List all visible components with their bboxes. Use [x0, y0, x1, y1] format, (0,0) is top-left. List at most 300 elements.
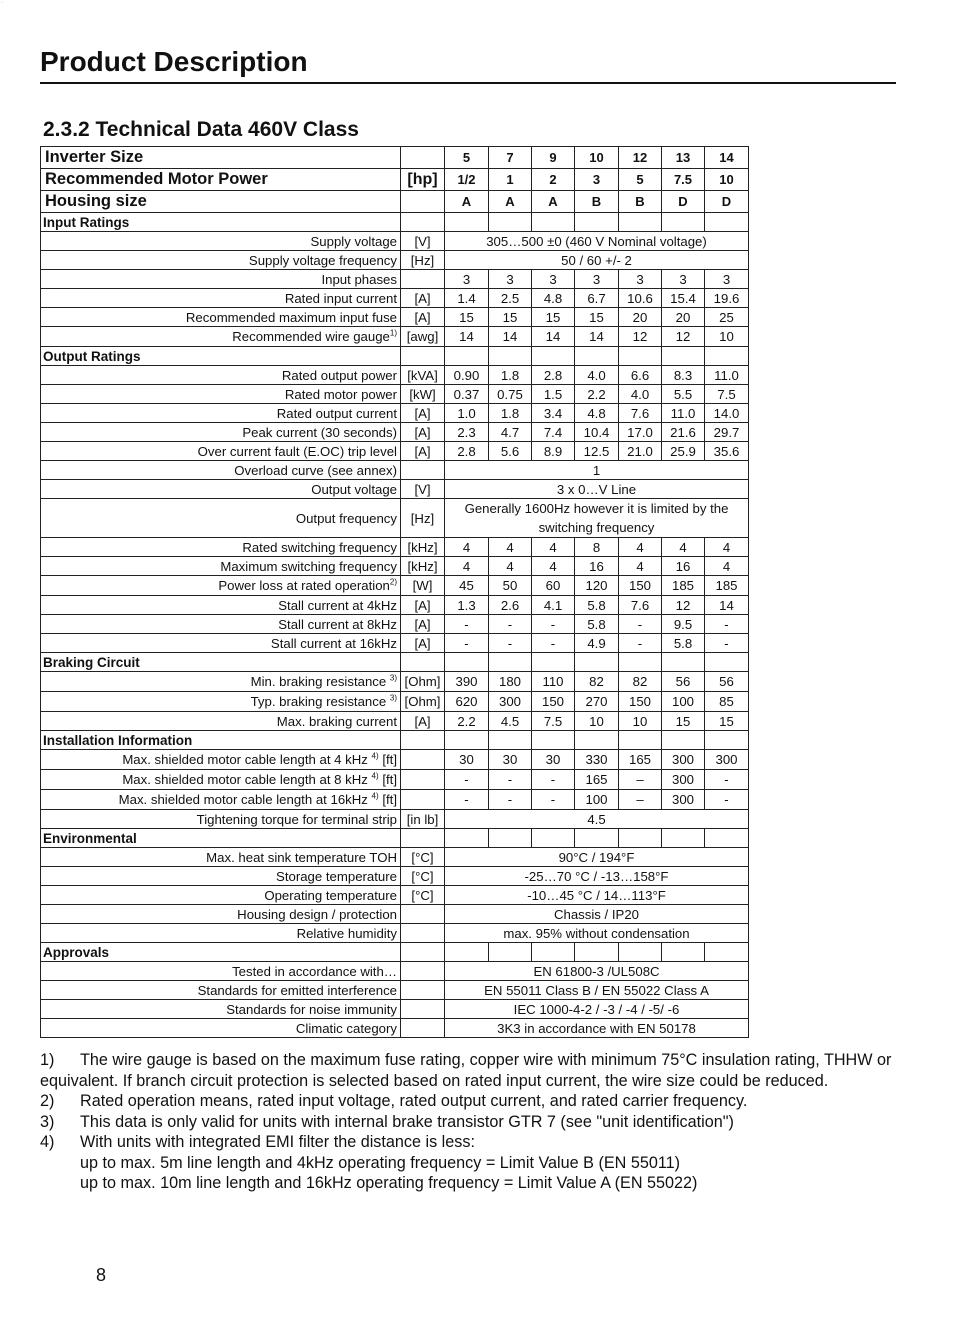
output-row-1-label [41, 385, 401, 404]
environmental-row-1-label [41, 867, 401, 886]
section-cell-empty [532, 347, 575, 366]
corner-mark: · [1, 0, 3, 6]
installation-row-0-value: 300 [705, 750, 749, 770]
output-row-1-value: 5.5 [662, 385, 705, 404]
braking-row-1-value: 100 [662, 692, 705, 712]
braking-row-1-value: 270 [575, 692, 619, 712]
braking-row-0-value: 82 [619, 672, 662, 692]
header-row-1-value: 2 [532, 169, 575, 191]
output-row-8-value: 4 [705, 538, 749, 557]
approvals-row-0-value: EN 61800-3 /UL508C [445, 962, 749, 981]
output-row-1-value: 4.0 [619, 385, 662, 404]
output-row-9-value: 4 [445, 557, 489, 576]
output-row-4-value: 25.9 [662, 442, 705, 461]
input-row-1-label-text: Supply voltage frequency [248, 252, 397, 268]
table-row [41, 886, 749, 905]
section-cell-empty [619, 943, 662, 962]
braking-row-0-unit: [Ohm] [401, 672, 445, 692]
output-row-8-value: 4 [489, 538, 532, 557]
input-row-1-value: 50 / 60 +/- 2 [445, 251, 749, 270]
input-row-5-value: 14 [575, 327, 619, 347]
output-row-7-value: Generally 1600Hz however it is limited by the switching frequency [445, 499, 749, 538]
installation-row-2-label [41, 790, 401, 810]
section-heading-environmental: Environmental [41, 829, 401, 848]
table-row [41, 169, 749, 191]
section-unit-empty [401, 829, 445, 848]
section-row-output [41, 347, 749, 366]
input-row-5-value: 10 [705, 327, 749, 347]
footnote-3-number: 3) [40, 1112, 55, 1131]
footnote-3-body: This data is only valid for units with internal brake transistor GTR 7 (see "unit identification") [80, 1112, 734, 1131]
braking-row-2-value: 15 [662, 712, 705, 731]
header-row-2-value: A [445, 191, 489, 213]
braking-row-1-label [41, 692, 401, 712]
header-row-0-value: 7 [489, 147, 532, 169]
output-row-1-value: 2.2 [575, 385, 619, 404]
section-cell-empty [489, 653, 532, 672]
output-row-3-value: 29.7 [705, 423, 749, 442]
braking-row-1-value: 300 [489, 692, 532, 712]
output-row-10-unit: [W] [401, 576, 445, 596]
section-cell-empty [489, 943, 532, 962]
output-row-13-unit: [A] [401, 634, 445, 653]
table-row [41, 251, 749, 270]
output-row-12-label-text: Stall current at 8kHz [278, 616, 397, 632]
table-row [41, 385, 749, 404]
output-row-12-value: - [619, 615, 662, 634]
braking-row-1-label-text: Typ. braking resistance [250, 694, 390, 709]
braking-row-2-value: 7.5 [532, 712, 575, 731]
output-row-9-value: 16 [662, 557, 705, 576]
table-row [41, 924, 749, 943]
input-row-2-label [41, 270, 401, 289]
section-heading-output: Output Ratings [41, 347, 401, 366]
section-cell-empty [705, 347, 749, 366]
output-row-3-value: 10.4 [575, 423, 619, 442]
section-cell-empty [445, 213, 489, 232]
section-cell-empty [619, 213, 662, 232]
input-row-2-unit [401, 270, 445, 289]
header-row-0-unit [401, 147, 445, 169]
installation-row-1-unit [401, 770, 445, 790]
input-row-1-label [41, 251, 401, 270]
header-row-1-value: 10 [705, 169, 749, 191]
approvals-row-1-unit [401, 981, 445, 1000]
table-row [41, 770, 749, 790]
page-title: Product Description [40, 46, 308, 77]
table-row [41, 289, 749, 308]
output-row-2-value: 1.8 [489, 404, 532, 423]
section-cell-empty [662, 347, 705, 366]
installation-row-0-value: 300 [662, 750, 705, 770]
output-row-11-unit: [A] [401, 596, 445, 615]
braking-row-2-value: 10 [619, 712, 662, 731]
input-row-2-value: 3 [575, 270, 619, 289]
section-cell-empty [662, 943, 705, 962]
header-row-1-unit: [hp] [401, 169, 445, 191]
section-unit-empty [401, 347, 445, 366]
braking-row-0-label-text: Min. braking resistance [250, 674, 390, 689]
output-row-4-value: 8.9 [532, 442, 575, 461]
header-row-0-label-text: Inverter Size [45, 148, 144, 166]
output-row-4-value: 21.0 [619, 442, 662, 461]
input-row-4-value: 20 [619, 308, 662, 327]
section-row-input [41, 213, 749, 232]
output-row-13-value: 5.8 [662, 634, 705, 653]
output-row-12-value: 9.5 [662, 615, 705, 634]
section-cell-empty [445, 347, 489, 366]
installation-row-0-value: 165 [619, 750, 662, 770]
section-cell-empty [532, 731, 575, 750]
installation-row-2-label-text: Max. shielded motor cable length at 16kHz [118, 792, 372, 807]
input-row-0-value: 305…500 ±0 (460 V Nominal voltage) [445, 232, 749, 251]
output-row-8-value: 4 [662, 538, 705, 557]
input-row-2-value: 3 [445, 270, 489, 289]
installation-row-0-unit [401, 750, 445, 770]
table-row [41, 308, 749, 327]
input-row-3-value: 10.6 [619, 289, 662, 308]
input-row-2-value: 3 [705, 270, 749, 289]
environmental-row-1-label-text: Storage temperature [276, 868, 397, 884]
installation-row-3-value: 4.5 [445, 810, 749, 829]
output-row-4-label-text: Over current fault (E.OC) trip level [197, 443, 397, 459]
input-row-3-label-text: Rated input current [284, 290, 397, 306]
output-row-11-value: 14 [705, 596, 749, 615]
table-row [41, 366, 749, 385]
section-cell-empty [532, 213, 575, 232]
output-row-2-label-text: Rated output current [276, 405, 397, 421]
installation-row-1-footnote-ref: 4) [371, 771, 379, 781]
braking-row-2-value: 15 [705, 712, 749, 731]
section-cell-empty [445, 731, 489, 750]
table-row [41, 147, 749, 169]
output-row-13-value: - [489, 634, 532, 653]
output-row-3-unit: [A] [401, 423, 445, 442]
approvals-row-0-label [41, 962, 401, 981]
output-row-5-unit [401, 461, 445, 480]
output-row-0-unit: [kVA] [401, 366, 445, 385]
output-row-1-value: 7.5 [705, 385, 749, 404]
input-row-3-unit: [A] [401, 289, 445, 308]
output-row-7-unit: [Hz] [401, 499, 445, 538]
environmental-row-2-unit: [°C] [401, 886, 445, 905]
header-row-1-label [41, 169, 401, 191]
output-row-6-label-text: Output voltage [311, 481, 397, 497]
input-row-2-value: 3 [619, 270, 662, 289]
output-row-0-value: 6.6 [619, 366, 662, 385]
braking-row-2-value: 2.2 [445, 712, 489, 731]
output-row-13-value: - [445, 634, 489, 653]
braking-row-2-value: 10 [575, 712, 619, 731]
output-row-4-unit: [A] [401, 442, 445, 461]
output-row-0-value: 4.0 [575, 366, 619, 385]
table-row [41, 672, 749, 692]
header-row-0-value: 9 [532, 147, 575, 169]
section-cell-empty [445, 653, 489, 672]
input-row-5-value: 12 [662, 327, 705, 347]
header-row-2-value: A [532, 191, 575, 213]
environmental-row-0-value: 90°C / 194°F [445, 848, 749, 867]
input-row-3-value: 4.8 [532, 289, 575, 308]
footnote-4-line-2: up to max. 10m line length and 16kHz operating frequency = Limit Value A (EN 55022) [80, 1174, 698, 1192]
header-row-0-value: 14 [705, 147, 749, 169]
braking-row-0-value: 180 [489, 672, 532, 692]
installation-row-2-value: - [532, 790, 575, 810]
installation-row-2-value: - [489, 790, 532, 810]
output-row-10-value: 45 [445, 576, 489, 596]
braking-row-0-value: 56 [662, 672, 705, 692]
header-row-1-value: 1 [489, 169, 532, 191]
section-row-environmental [41, 829, 749, 848]
output-row-1-label-text: Rated motor power [284, 386, 397, 402]
table-row [41, 1000, 749, 1019]
braking-row-0-label [41, 672, 401, 692]
output-row-9-value: 16 [575, 557, 619, 576]
table-row [41, 327, 749, 347]
input-row-3-value: 6.7 [575, 289, 619, 308]
footnotes [40, 1050, 900, 1194]
installation-row-1-value: - [445, 770, 489, 790]
table-row [41, 750, 749, 770]
output-row-10-value: 185 [662, 576, 705, 596]
section-cell-empty [445, 943, 489, 962]
output-row-0-label [41, 366, 401, 385]
approvals-row-2-value: IEC 1000-4-2 / -3 / -4 / -5/ -6 [445, 1000, 749, 1019]
approvals-row-3-value: 3K3 in accordance with EN 50178 [445, 1019, 749, 1038]
output-row-3-value: 4.7 [489, 423, 532, 442]
section-cell-empty [619, 829, 662, 848]
output-row-9-value: 4 [532, 557, 575, 576]
header-row-2-value: A [489, 191, 532, 213]
header-row-0-label [41, 147, 401, 169]
output-row-6-unit: [V] [401, 480, 445, 499]
table-row [41, 596, 749, 615]
input-row-0-label-text: Supply voltage [310, 233, 397, 249]
table-row [41, 270, 749, 289]
output-row-12-unit: [A] [401, 615, 445, 634]
input-row-2-label-text: Input phases [321, 271, 397, 287]
table-row [41, 905, 749, 924]
section-cell-empty [575, 731, 619, 750]
output-row-10-value: 185 [705, 576, 749, 596]
braking-row-0-value: 56 [705, 672, 749, 692]
table-row [41, 810, 749, 829]
installation-row-0-value: 330 [575, 750, 619, 770]
section-unit-empty [401, 943, 445, 962]
installation-row-3-label [41, 810, 401, 829]
output-row-5-label [41, 461, 401, 480]
section-heading-installation: Installation Information [41, 731, 401, 750]
output-row-4-value: 35.6 [705, 442, 749, 461]
table-row [41, 557, 749, 576]
output-row-4-value: 5.6 [489, 442, 532, 461]
approvals-row-2-label-text: Standards for noise immunity [226, 1001, 397, 1017]
table-row [41, 576, 749, 596]
table-row [41, 538, 749, 557]
input-row-4-unit: [A] [401, 308, 445, 327]
section-cell-empty [662, 213, 705, 232]
footnote-4 [40, 1132, 900, 1153]
output-row-5-value: 1 [445, 461, 749, 480]
footnote-2-body: Rated operation means, rated input voltage, rated output current, and rated carrier frequency. [80, 1092, 748, 1110]
input-row-4-value: 15 [575, 308, 619, 327]
installation-row-3-unit: [in lb] [401, 810, 445, 829]
output-row-1-value: 0.75 [489, 385, 532, 404]
installation-row-2-footnote-ref: 4) [371, 791, 379, 801]
installation-row-1-label [41, 770, 401, 790]
section-cell-empty [445, 829, 489, 848]
output-row-11-label-text: Stall current at 4kHz [278, 597, 397, 613]
table-row [41, 1019, 749, 1038]
table-row [41, 867, 749, 886]
output-row-10-footnote-ref: 2) [389, 577, 397, 587]
output-row-12-value: 5.8 [575, 615, 619, 634]
section-title: 2.3.2 Technical Data 460V Class [43, 118, 359, 141]
input-row-5-value: 14 [489, 327, 532, 347]
braking-row-1-footnote-ref: 3) [389, 693, 397, 703]
input-row-2-value: 3 [489, 270, 532, 289]
approvals-row-0-label-text: Tested in accordance with… [232, 963, 397, 979]
section-cell-empty [575, 943, 619, 962]
output-row-8-value: 4 [445, 538, 489, 557]
output-row-4-value: 2.8 [445, 442, 489, 461]
input-row-5-value: 14 [445, 327, 489, 347]
header-row-2-value: D [662, 191, 705, 213]
input-row-0-label [41, 232, 401, 251]
installation-row-0-value: 30 [532, 750, 575, 770]
input-row-4-label-text: Recommended maximum input fuse [185, 309, 397, 325]
header-row-2-label [41, 191, 401, 213]
table-row [41, 712, 749, 731]
installation-row-3-label-text: Tightening torque for terminal strip [196, 811, 397, 827]
output-row-9-value: 4 [489, 557, 532, 576]
section-cell-empty [532, 829, 575, 848]
output-row-8-value: 4 [532, 538, 575, 557]
installation-row-1-label-unit: [ft] [378, 772, 397, 787]
output-row-2-value: 1.0 [445, 404, 489, 423]
footnote-2-number: 2) [40, 1092, 55, 1110]
footnote-3 [40, 1112, 900, 1133]
output-row-4-value: 12.5 [575, 442, 619, 461]
output-row-2-label [41, 404, 401, 423]
output-row-12-value: - [705, 615, 749, 634]
output-row-0-label-text: Rated output power [281, 367, 397, 383]
output-row-10-value: 60 [532, 576, 575, 596]
braking-row-1-value: 85 [705, 692, 749, 712]
output-row-11-value: 7.6 [619, 596, 662, 615]
installation-row-0-label [41, 750, 401, 770]
input-row-3-value: 1.4 [445, 289, 489, 308]
environmental-row-2-value: -10…45 °C / 14…113°F [445, 886, 749, 905]
page-number: 8 [96, 1265, 107, 1285]
header-row-2-label-text: Housing size [45, 192, 147, 210]
environmental-row-3-unit [401, 905, 445, 924]
output-row-9-label-text: Maximum switching frequency [220, 558, 397, 574]
braking-row-0-value: 82 [575, 672, 619, 692]
output-row-8-value: 4 [619, 538, 662, 557]
output-row-3-value: 7.4 [532, 423, 575, 442]
braking-row-0-value: 110 [532, 672, 575, 692]
output-row-1-unit: [kW] [401, 385, 445, 404]
section-cell-empty [662, 731, 705, 750]
braking-row-1-unit: [Ohm] [401, 692, 445, 712]
environmental-row-3-value: Chassis / IP20 [445, 905, 749, 924]
installation-row-1-value: – [619, 770, 662, 790]
output-row-6-value: 3 x 0…V Line [445, 480, 749, 499]
output-row-3-label [41, 423, 401, 442]
section-cell-empty [575, 829, 619, 848]
output-row-8-label [41, 538, 401, 557]
section-unit-empty [401, 653, 445, 672]
installation-row-1-value: - [489, 770, 532, 790]
output-row-2-value: 14.0 [705, 404, 749, 423]
output-row-11-value: 2.6 [489, 596, 532, 615]
header-row-2-unit [401, 191, 445, 213]
header-row-0-value: 5 [445, 147, 489, 169]
header-row-1-label-text: Recommended Motor Power [45, 170, 268, 188]
output-row-11-label [41, 596, 401, 615]
braking-row-1-value: 150 [619, 692, 662, 712]
table-row [41, 499, 749, 538]
braking-row-2-value: 4.5 [489, 712, 532, 731]
installation-row-1-value: 165 [575, 770, 619, 790]
section-cell-empty [489, 731, 532, 750]
environmental-row-2-label-text: Operating temperature [264, 887, 397, 903]
footnote-4-line-1: up to max. 5m line length and 4kHz operating frequency = Limit Value B (EN 55011) [80, 1153, 681, 1172]
header-row-0-value: 10 [575, 147, 619, 169]
installation-row-0-footnote-ref: 4) [371, 751, 379, 761]
section-unit-empty [401, 213, 445, 232]
section-heading-input: Input Ratings [41, 213, 401, 232]
header-row-1-value: 7.5 [662, 169, 705, 191]
output-row-1-value: 1.5 [532, 385, 575, 404]
output-row-13-value: - [705, 634, 749, 653]
table-row [41, 461, 749, 480]
environmental-row-3-label-text: Housing design / protection [237, 906, 397, 922]
installation-row-2-value: 300 [662, 790, 705, 810]
output-row-8-label-text: Rated switching frequency [242, 539, 397, 555]
output-row-7-label-text: Output frequency [295, 510, 397, 526]
section-cell-empty [619, 347, 662, 366]
footnote-4-body: With units with integrated EMI filter the distance is less: [80, 1133, 475, 1151]
output-row-5-label-text: Overload curve (see annex) [234, 462, 397, 478]
section-cell-empty [575, 347, 619, 366]
installation-row-2-value: 100 [575, 790, 619, 810]
output-row-2-value: 7.6 [619, 404, 662, 423]
output-row-0-value: 11.0 [705, 366, 749, 385]
approvals-row-1-label [41, 981, 401, 1000]
output-row-13-label-text: Stall current at 16kHz [270, 635, 397, 651]
environmental-row-0-unit: [°C] [401, 848, 445, 867]
section-unit-empty [401, 731, 445, 750]
environmental-row-4-value: max. 95% without condensation [445, 924, 749, 943]
table-row [41, 692, 749, 712]
output-row-12-value: - [489, 615, 532, 634]
output-row-2-unit: [A] [401, 404, 445, 423]
installation-row-2-value: - [445, 790, 489, 810]
technical-data-table [40, 146, 749, 1038]
page-header [40, 44, 896, 84]
output-row-2-value: 4.8 [575, 404, 619, 423]
installation-row-1-value: 300 [662, 770, 705, 790]
section-cell-empty [662, 653, 705, 672]
output-row-11-value: 4.1 [532, 596, 575, 615]
section-row-braking [41, 653, 749, 672]
output-row-9-label [41, 557, 401, 576]
installation-row-0-label-text: Max. shielded motor cable length at 4 kHz [122, 752, 372, 767]
output-row-10-value: 50 [489, 576, 532, 596]
section-cell-empty [489, 829, 532, 848]
